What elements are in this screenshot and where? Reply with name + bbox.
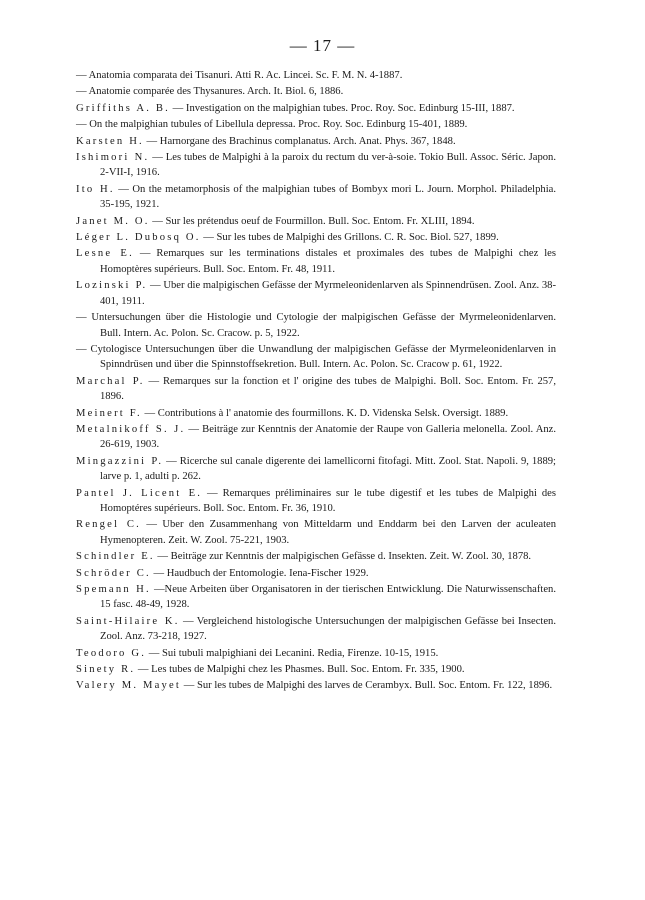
reference-entry [76, 422, 556, 453]
reference-text: — Sur les tubes de Malpighi des Grillons. C. R. Soc. Biol. 527, 1899. [200, 232, 499, 244]
reference-text: — Remarques préliminaires sur le tube digestif et les tubes de Malpighi des Homoptéres supérieurs. Boll. Soc. Entom. Fr. 36, 1910. [100, 487, 556, 514]
reference-text: — Les tubes de Malpighi à la paroix du rectum du ver-à-soie. Tokio Bull. Assoc. Séric. Japon. 2-VII-I, 1916. [100, 152, 556, 179]
reference-entry [76, 246, 556, 277]
reference-entry [76, 614, 556, 645]
reference-author: Pantel J. Licent E. [76, 487, 203, 499]
reference-author: Spemann H. [76, 584, 151, 595]
reference-text: — Haudbuch der Entomologie. Iena-Fischer 1929. [150, 567, 369, 579]
reference-text: — Untersuchungen über die Histologie und Cytologie der malpigischen Gefässe der Myrmeleonidenlarven. Bull. Intern. Ac. Polon. Sc. Cracow. p. 5, 1922. [76, 312, 556, 339]
reference-author: Teodoro G. [76, 647, 147, 659]
reference-text: — Investigation on the malpighian tubes. Proc. Roy. Soc. Edinburg 15-III, 1887. [170, 102, 515, 114]
reference-entry [76, 486, 556, 517]
reference-author: Metalnikoff S. J. [76, 423, 186, 435]
reference-entry [76, 406, 556, 421]
reference-entry [76, 646, 556, 661]
reference-entry [76, 150, 556, 181]
reference-author: Lozinski P. [76, 280, 148, 292]
reference-text: — On the metamorphosis of the malpighian tubes of Bombyx mori L. Journ. Morphol. Philadelphia. 35-195, 1921. [100, 183, 557, 211]
reference-author: Léger L. Dubosq O. [76, 232, 201, 244]
reference-author: Lesne E. [76, 248, 134, 260]
reference-text: — Remarques sur la fonction et l' origine des tubes de Malpighi. Boll. Soc. Entom. Fr. 257, 1896. [100, 375, 556, 403]
reference-entry [76, 68, 556, 83]
reference-entry [76, 84, 556, 99]
reference-entry [76, 678, 556, 693]
reference-entry [76, 662, 556, 677]
reference-text: — Contributions à l' anatomie des fourmillons. K. D. Videnska Selsk. Oversigt. 1889. [141, 407, 509, 419]
reference-text: — Remarques sur les terminations distales et proximales des tubes de Malpighi chez les Homoptères supérieurs. Bull. Soc. Entom. Fr. 48, 1911. [100, 248, 556, 275]
reference-entry [76, 342, 556, 373]
reference-entry [76, 374, 556, 405]
reference-text: — Sui tubuli malpighiani dei Lecanini. Redia, Firenze. 10-15, 1915. [146, 647, 439, 659]
reference-text: — Anatomia comparata dei Tisanuri. Atti R. Ac. Lincei. Sc. F. M. N. 4-1887. [76, 70, 403, 81]
reference-entry [76, 566, 556, 581]
reference-entry [76, 182, 556, 213]
reference-entry [76, 310, 556, 341]
reference-text: — Sur les prétendus oeuf de Fourmillon. Bull. Soc. Entom. Fr. XLIII, 1894. [149, 215, 475, 227]
reference-author: Ito H. [76, 183, 115, 195]
reference-entry [76, 549, 556, 564]
reference-text: — Uber den Zusammenhang von Mitteldarm und Enddarm bei den Larven der aculeaten Hymenopteren. Zeit. W. Zool. 75-221, 1903. [100, 519, 557, 546]
reference-text: — Harnorgane des Brachinus complanatus. Arch. Anat. Phys. 367, 1848. [143, 135, 456, 147]
reference-author: Karsten H. [76, 135, 144, 147]
reference-author: Schindler E. [76, 551, 155, 563]
reference-entry [76, 134, 556, 149]
reference-author: Janet M. O. [76, 215, 150, 227]
reference-text: — Vergleichend histologische Untersuchungen der malpigischen Gefässe bei Insecten. Zool. Anz. 73-218, 1927. [100, 615, 556, 643]
reference-text: — Les tubes de Malpighi chez les Phasmes. Bull. Soc. Entom. Fr. 335, 1900. [135, 664, 465, 676]
reference-entry [76, 582, 556, 613]
page-number: — 17 — [289, 36, 356, 55]
reference-text: —Neue Arbeiten über Organisatoren in der tierischen Entwicklung. Die Naturwissenschaften. 15 fasc. 48-49, 1928. [100, 584, 556, 611]
reference-text: — Sur les tubes de Malpighi des larves de Cerambyx. Bull. Soc. Entom. Fr. 122, 1896. [181, 680, 553, 692]
reference-author: Ishimori N. [76, 152, 150, 164]
reference-author: Griffiths A. B. [76, 102, 171, 114]
reference-list [76, 68, 556, 695]
reference-entry [76, 230, 556, 245]
reference-entry [76, 454, 556, 485]
reference-entry [76, 101, 556, 116]
reference-author: Mingazzini P. [76, 455, 164, 467]
reference-author: Schröder C. [76, 567, 151, 579]
reference-author: Valery M. Mayet [76, 680, 182, 692]
reference-entry [76, 214, 556, 229]
reference-entry [76, 117, 556, 132]
reference-text: — Cytologisce Untersuchungen über die Unwandlung der malpigischen Gefässe der Myrmeleonidenlarven in Spinndrüsen und über die Spinnstoffsekretion. Bull. Intern. Ac. Polon. Sc. Cracow p. 61, 1922. [76, 343, 556, 371]
reference-author: Saint-Hilaire K. [76, 615, 180, 627]
reference-text: — On the malpighian tubules of Libellula depressa. Proc. Roy. Soc. Edinburg 15-401, 1889. [76, 119, 468, 131]
reference-author: Sinety R. [76, 664, 136, 676]
reference-text: — Beiträge zur Kenntnis der malpigischen Gefässe d. Insekten. Zeit. W. Zool. 30, 1878. [154, 551, 532, 563]
reference-entry [76, 278, 556, 309]
reference-text: — Beiträge zur Kenntnis der Anatomie der Raupe von Galleria melonella. Zool. Anz. 26-619, 1903. [100, 423, 556, 451]
reference-text: — Anatomie comparée des Thysanures. Arch. It. Biol. 6, 1886. [76, 86, 344, 98]
reference-text: — Ricerche sul canale digerente dei lamellicorni fitofagi. Mitt. Zool. Stat. Napoli. 9, 1889; larve p. 1, adulti p. 262. [100, 455, 556, 483]
reference-text: — Uber die malpigischen Gefässe der Myrmeleonidenlarven als Spinnendrüsen. Zool. Anz. 38-401, 1911. [100, 280, 556, 307]
reference-author: Rengel C. [76, 519, 141, 531]
reference-author: Marchal P. [76, 375, 145, 387]
reference-author: Meinert F. [76, 407, 142, 419]
reference-entry [76, 517, 556, 548]
